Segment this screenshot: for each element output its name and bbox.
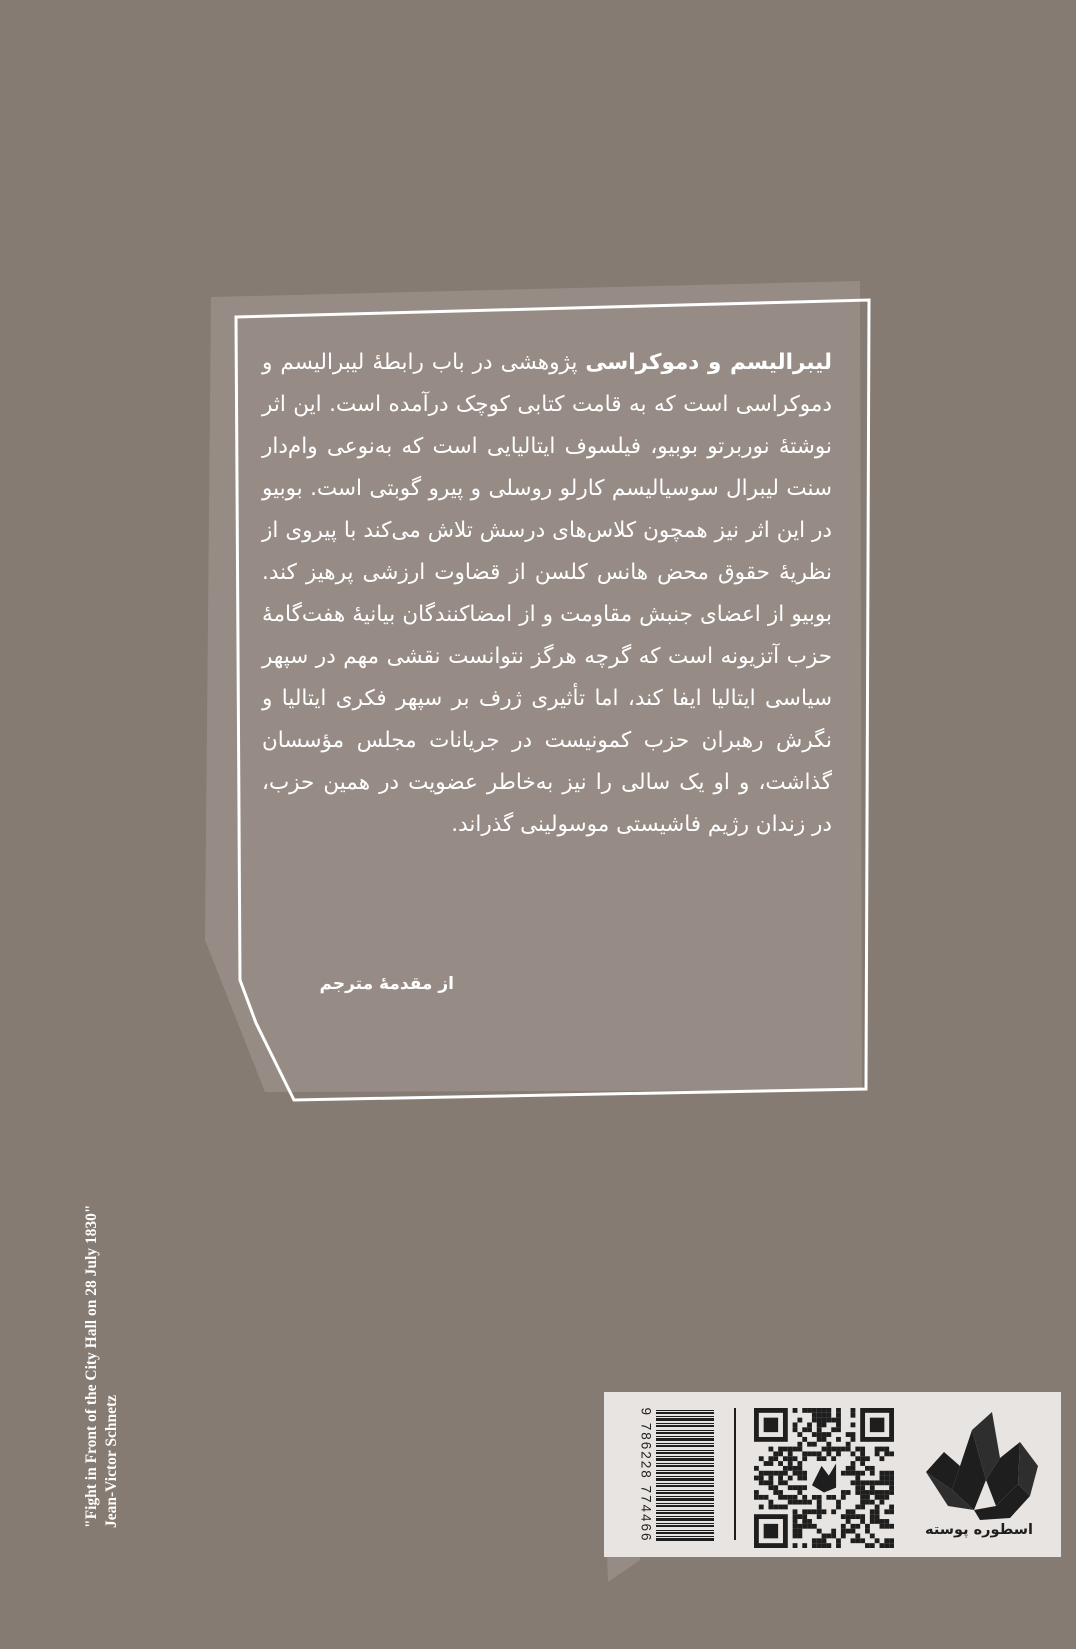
- publisher-name: اسطوره پوسته: [925, 1522, 1033, 1538]
- panel-divider: [734, 1408, 736, 1540]
- qr-code: [754, 1408, 894, 1548]
- cover-art-artist: Jean-Victor Schnetz: [103, 1394, 120, 1528]
- paper-bird-logo-icon: [922, 1410, 1040, 1522]
- cover-art-credit: [82, 1156, 122, 1528]
- publisher-info-panel: [604, 1392, 1061, 1557]
- blurb-text: [262, 342, 832, 846]
- book-title: لیبرالیسم و دموکراسی: [585, 350, 832, 375]
- barcode: [656, 1408, 714, 1543]
- blurb-source: از مقدمهٔ مترجم: [319, 974, 454, 994]
- blurb-body: پژوهشی در باب رابطهٔ لیبرالیسم و دموکراسی است که به قامت کتابی کوچک درآمده است. این اثر نوشتهٔ نوربرتو بوبیو، فیلسوف ایتالیایی است که به‌نوعی وام‌دار سنت لیبرال سوسیالیسم کارلو روسلی و پیرو گوبتی است. بوبیو در این اثر نیز همچون کلاس‌های درسش تلاش می‌کند با پیروی از نظریهٔ حقوق محض هانس کلسن از قضاوت ارزشی پرهیز کند. بوبیو از اعضای جنبش مقاومت و از امضاکنندگان بیانیهٔ هفت‌گامهٔ حزب آتزیونه است که گرچه هرگز نتوانست نقشی مهم در سپهر سیاسی ایتالیا ایفا کند، اما تأثیری ژرف بر سپهر فکری ایتالیا و نگرش رهبران حزب کمونیست در جریانات مجلس مؤسسان گذاشت، و او یک سالی را نیز به‌خاطر عضویت در همین حزب، در زندان رژیم فاشیستی موسولینی گذراند.: [262, 350, 832, 837]
- isbn-number: 9 786228 774466: [638, 1407, 654, 1543]
- cover-art-title: "Fight in Front of the City Hall on 28 July 1830": [83, 1204, 100, 1528]
